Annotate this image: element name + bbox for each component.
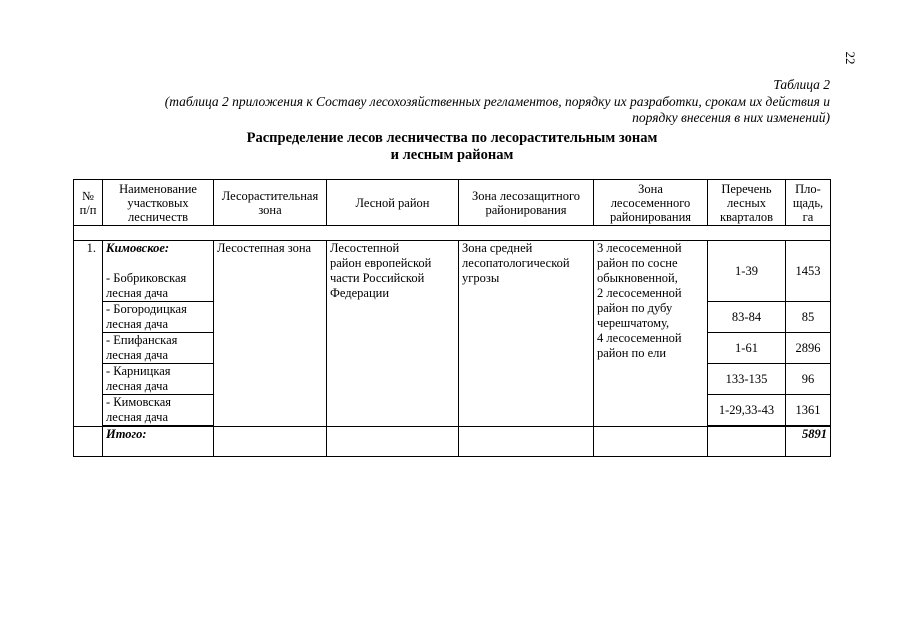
caption-reference-line-2: порядку внесения в них изменений): [632, 110, 830, 125]
seed-line-8: район по ели: [597, 346, 667, 360]
name-line-1: - Кимовская: [106, 395, 172, 409]
seed-line-5: район по дубу: [597, 301, 673, 315]
table-caption-label: Таблица 2: [773, 77, 830, 92]
total-label: Итого:: [103, 427, 214, 457]
header-seed-line-1: Зона: [638, 181, 663, 196]
seed-zone-cell: [594, 241, 708, 427]
page-number: 22: [843, 51, 858, 65]
name-line-1: - Карницкая: [106, 364, 171, 378]
name-line-1: - Богородицкая: [106, 302, 187, 316]
header-num-line-1: №: [82, 188, 94, 203]
name-line-2: лесная дача: [106, 286, 168, 300]
header-district: [327, 180, 459, 226]
quarters-cell: 1-39: [708, 241, 786, 302]
header-quarters-line-3: кварталов: [719, 209, 774, 224]
total-empty-cell: [594, 427, 708, 457]
header-district-text: Лесной район: [355, 195, 430, 210]
header-name-line-2: участковых: [127, 195, 189, 210]
header-num: [74, 180, 103, 226]
header-protect-line-1: Зона лесозащитного: [471, 188, 581, 203]
header-area: [786, 180, 831, 226]
name-line-2: лесная дача: [106, 379, 168, 393]
total-empty-cell: [459, 427, 594, 457]
quarters-cell: 83-84: [708, 302, 786, 333]
header-seed-line-3: районирования: [609, 209, 692, 224]
header-protection-zone: [459, 180, 594, 226]
area-cell: 1453: [786, 241, 831, 302]
total-empty-cell: [327, 427, 459, 457]
total-num-cell: [74, 427, 103, 457]
header-zone-line-2: зона: [258, 202, 282, 217]
header-protect-line-2: районирования: [485, 202, 567, 217]
total-empty-cell: [214, 427, 327, 457]
seed-line-2: район по сосне: [597, 256, 678, 270]
caption-reference-line-1: (таблица 2 приложения к Составу лесохозяйственных регламентов, порядку их разработки, срокам их действия и: [164, 94, 830, 109]
header-quarters-line-2: лесных: [727, 195, 766, 210]
area-cell: 1361: [786, 395, 831, 426]
header-area-line-2: щадь,: [792, 195, 824, 210]
area-cell: 2896: [786, 333, 831, 364]
protection-zone-cell: [459, 241, 594, 427]
name-cell: [103, 333, 214, 364]
zone-cell: Лесостепная зона: [214, 241, 327, 427]
quarters-cell: 1-61: [708, 333, 786, 364]
seed-line-6: черешчатому,: [597, 316, 670, 330]
table-header-row: [74, 180, 831, 226]
quarters-cell: 133-135: [708, 364, 786, 395]
table-row: [74, 241, 831, 302]
table-spacer-row: [74, 226, 831, 241]
header-zone-line-1: Лесорастительная: [221, 188, 319, 203]
district-line-2: район европейской: [330, 256, 432, 270]
header-name-line-3: лесничеств: [127, 209, 189, 224]
seed-line-7: 4 лесосеменной: [597, 331, 682, 345]
table-total-row: [74, 427, 831, 457]
district-line-1: Лесостепной: [330, 241, 400, 255]
header-quarters-line-1: Перечень: [721, 181, 772, 196]
name-line-2: лесная дача: [106, 348, 168, 362]
seed-line-1: 3 лесосеменной: [597, 241, 682, 255]
header-area-line-3: га: [802, 209, 814, 224]
name-line-2: лесная дача: [106, 410, 168, 424]
protect-line-1: Зона средней: [462, 241, 533, 255]
name-line-2: лесная дача: [106, 317, 168, 331]
protect-line-2: лесопатологической: [462, 256, 570, 270]
header-quarters: [708, 180, 786, 226]
forestry-name: Кимовское:: [106, 241, 170, 255]
forest-distribution-table: [73, 179, 831, 457]
header-zone: [214, 180, 327, 226]
header-name-line-1: Наименование: [119, 181, 197, 196]
area-cell: 96: [786, 364, 831, 395]
name-line-1: - Епифанская: [106, 333, 178, 347]
area-cell: 85: [786, 302, 831, 333]
table-caption-reference: [70, 94, 830, 126]
name-line-1: - Бобриковская: [106, 271, 187, 285]
seed-line-3: обыкновенной,: [597, 271, 678, 285]
district-cell: [327, 241, 459, 427]
name-cell: [103, 241, 214, 302]
header-seed-line-2: лесосеменного: [610, 195, 691, 210]
total-empty-cell: [708, 427, 786, 457]
header-name: [103, 180, 214, 226]
header-num-line-2: п/п: [79, 202, 97, 217]
total-area: 5891: [786, 427, 831, 457]
row-num-cell: 1.: [74, 241, 103, 427]
district-line-4: Федерации: [330, 286, 390, 300]
table-title-line-1: Распределение лесов лесничества по лесорастительным зонам: [246, 130, 658, 146]
quarters-cell: 1-29,33-43: [708, 395, 786, 426]
table-title-line-2: и лесным районам: [390, 147, 514, 163]
seed-line-4: 2 лесосеменной: [597, 286, 682, 300]
spacer-cell: [74, 226, 831, 241]
header-seed-zone: [594, 180, 708, 226]
district-line-3: части Российской: [330, 271, 425, 285]
name-cell: [103, 364, 214, 395]
name-cell: [103, 395, 214, 426]
name-cell: [103, 302, 214, 333]
protect-line-3: угрозы: [462, 271, 500, 285]
header-area-line-1: Пло-: [795, 181, 821, 196]
